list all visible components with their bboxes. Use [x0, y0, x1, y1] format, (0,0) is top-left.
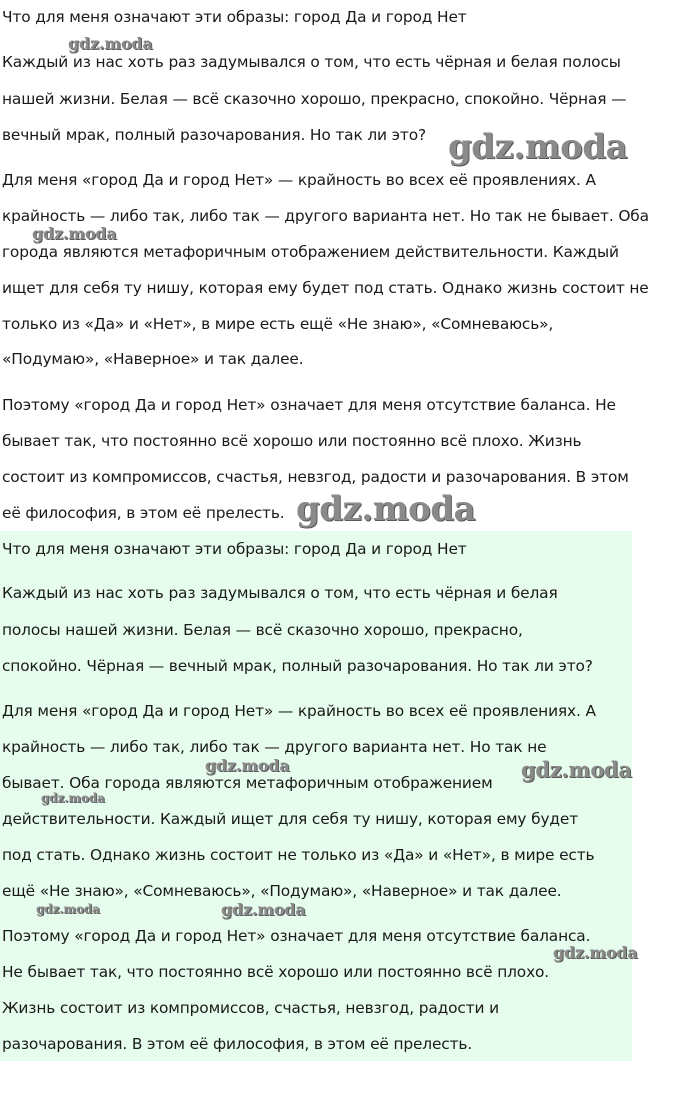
text-line: Каждый из нас хоть раз задумывался о том, что есть чёрная и белая полосы — [2, 53, 621, 71]
watermark: gdz.moda — [221, 900, 306, 919]
watermark: gdz.moda — [205, 756, 290, 775]
text-line: действительности. Каждый ищет для себя ту нишу, которая ему будет — [2, 810, 579, 828]
watermark: gdz.moda — [41, 791, 105, 805]
watermark: gdz.moda — [553, 943, 638, 962]
text-line: крайность — либо так, либо так — другого варианта нет. Но так не бывает. Оба — [2, 207, 649, 225]
text-line: её философия, в этом её прелесть. — [2, 504, 285, 522]
watermark: gdz.moda — [68, 34, 153, 53]
watermark: gdz.moda — [36, 902, 100, 916]
text-line: спокойно. Чёрная — вечный мрак, полный разочарования. Но так ли это? — [2, 657, 593, 675]
text-line: города являются метафоричным отображением действительности. Каждый — [2, 243, 619, 261]
text-line: ищет для себя ту нишу, которая ему будет под стать. Однако жизнь состоит не — [2, 279, 649, 297]
text-line: разочарования. В этом её философия, в этом её прелесть. — [2, 1035, 473, 1053]
watermark: gdz.moda — [448, 127, 628, 167]
text-line: только из «Да» и «Нет», в мире есть ещё «Не знаю», «Сомневаюсь», — [2, 315, 554, 333]
watermark: gdz.moda — [521, 757, 632, 782]
text-line: Поэтому «город Да и город Нет» означает для меня отсутствие баланса. Не — [2, 396, 616, 414]
text-line: Для меня «город Да и город Нет» — крайность во всех её проявлениях. А — [2, 702, 596, 720]
text-line: ещё «Не знаю», «Сомневаюсь», «Подумаю», «Наверное» и так далее. — [2, 882, 562, 900]
text-line: бывает. Оба города являются метафоричным отображением — [2, 774, 493, 792]
text-line: Что для меня означают эти образы: город Да и город Нет — [2, 540, 467, 558]
text-line: бывает так, что постоянно всё хорошо или постоянно всё плохо. Жизнь — [2, 432, 582, 450]
text-line: Поэтому «город Да и город Нет» означает для меня отсутствие баланса. — [2, 927, 591, 945]
text-line: вечный мрак, полный разочарования. Но так ли это? — [2, 126, 427, 144]
text-line: Каждый из нас хоть раз задумывался о том, что есть чёрная и белая — [2, 584, 558, 602]
text-line: нашей жизни. Белая — всё сказочно хорошо, прекрасно, спокойно. Чёрная — — [2, 90, 627, 108]
watermark: gdz.moda — [32, 224, 117, 243]
text-line: под стать. Однако жизнь состоит не только из «Да» и «Нет», в мире есть — [2, 846, 595, 864]
text-line: состоит из компромиссов, счастья, невзгод, радости и разочарования. В этом — [2, 468, 629, 486]
text-line: Что для меня означают эти образы: город Да и город Нет — [2, 8, 467, 26]
text-line: Жизнь состоит из компромиссов, счастья, невзгод, радости и — [2, 999, 499, 1017]
watermark: gdz.moda — [296, 489, 476, 529]
text-line: «Подумаю», «Наверное» и так далее. — [2, 350, 304, 368]
text-line: Для меня «город Да и город Нет» — крайность во всех её проявлениях. А — [2, 171, 596, 189]
text-line: крайность — либо так, либо так — другого варианта нет. Но так не — [2, 738, 547, 756]
text-line: полосы нашей жизни. Белая — всё сказочно хорошо, прекрасно, — [2, 621, 523, 639]
text-line: Не бывает так, что постоянно всё хорошо или постоянно всё плохо. — [2, 963, 550, 981]
